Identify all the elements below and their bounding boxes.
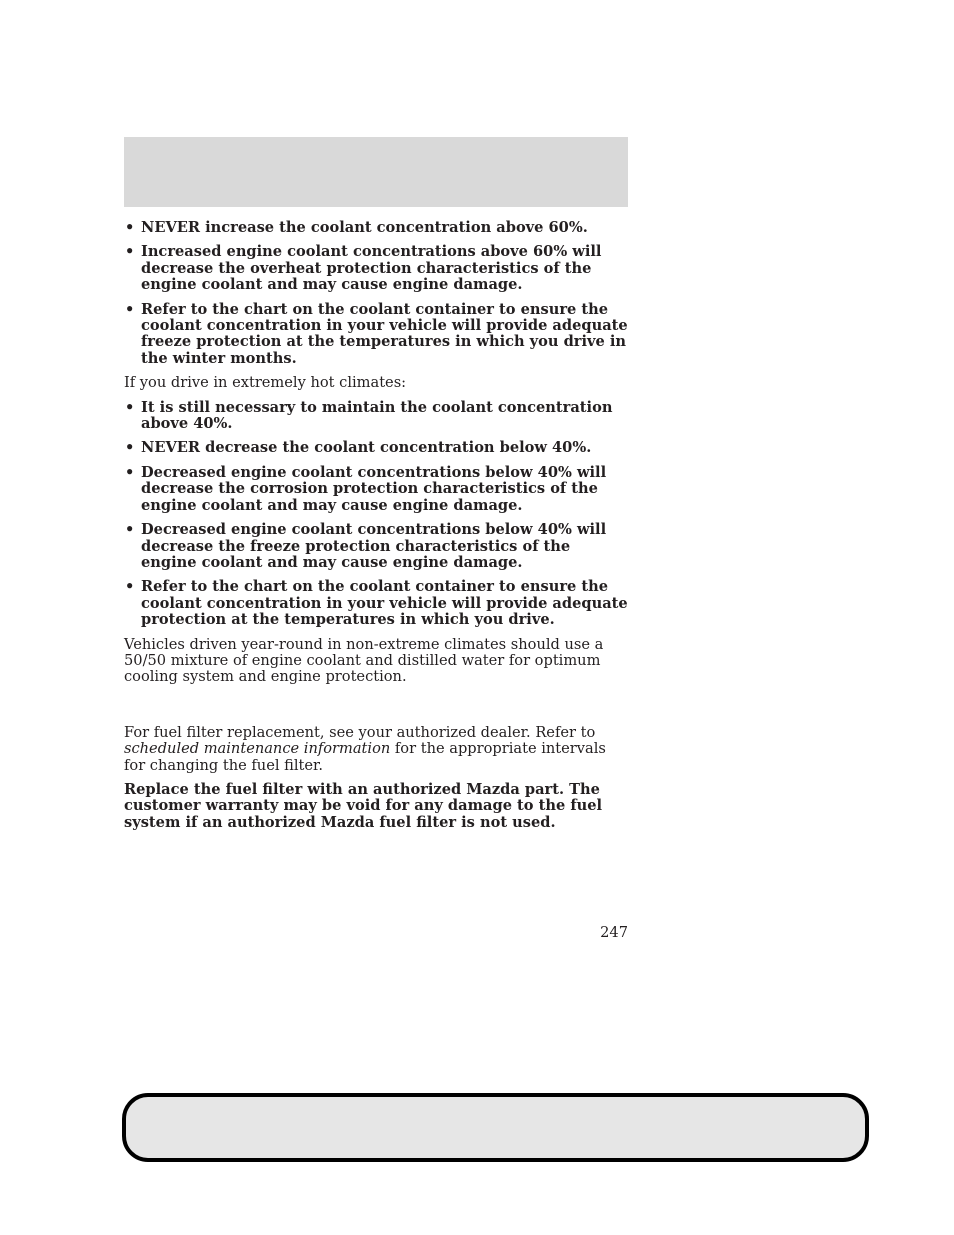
bullet-icon: • xyxy=(125,243,135,261)
page-number: 247 xyxy=(600,924,628,941)
scheduled-maintenance-reference: scheduled maintenance information xyxy=(124,740,391,758)
fuel-filter-intro xyxy=(124,725,630,774)
list-item xyxy=(124,579,630,628)
section-spacer xyxy=(124,694,630,725)
bullet-icon: • xyxy=(125,300,135,318)
list-item xyxy=(124,440,630,456)
list-item xyxy=(124,244,630,293)
bullet-icon: • xyxy=(125,463,135,481)
list-item xyxy=(124,220,630,236)
footer-tab xyxy=(122,1093,869,1162)
page-content xyxy=(124,220,630,839)
bullet-text: Decreased engine coolant concentrations below 40% will decrease the freeze protection characteristics of the engine coolant and may cause engine damage. xyxy=(141,521,607,571)
fuel-filter-warning: Replace the fuel filter with an authorized Mazda part. The customer warranty may be void for any damage to the fuel system if an authorized Mazda fuel filter is not used. xyxy=(124,780,603,831)
bullet-text: Refer to the chart on the coolant container to ensure the coolant concentration in your vehicle will provide adequate freeze protection at the temperatures in which you drive in the winter months. xyxy=(141,300,628,367)
fuel-filter-intro-start: For fuel filter replacement, see your authorized dealer. Refer to xyxy=(124,723,596,741)
coolant-min-bullets xyxy=(124,400,630,629)
list-item xyxy=(124,465,630,514)
bullet-icon: • xyxy=(125,398,135,416)
bullet-icon: • xyxy=(125,439,135,457)
bullet-text: NEVER decrease the coolant concentration below 40%. xyxy=(141,439,592,457)
year-round-paragraph: Vehicles driven year-round in non-extreme climates should use a 50/50 mixture of engine coolant and distilled water for optimum cooling system and engine protection. xyxy=(124,635,604,686)
list-item xyxy=(124,400,630,433)
bullet-icon: • xyxy=(125,521,135,539)
bullet-text: Decreased engine coolant concentrations below 40% will decrease the corrosion protection characteristics of the engine coolant and may cause engine damage. xyxy=(141,463,607,514)
list-item xyxy=(124,522,630,571)
header-band xyxy=(124,137,628,207)
list-item xyxy=(124,302,630,368)
hot-climates-intro: If you drive in extremely hot climates: xyxy=(124,374,407,392)
bullet-icon: • xyxy=(125,578,135,596)
bullet-text: It is still necessary to maintain the coolant concentration above 40%. xyxy=(141,398,613,433)
coolant-max-bullets xyxy=(124,220,630,367)
bullet-text: Refer to the chart on the coolant container to ensure the coolant concentration in your vehicle will provide adequate protection at the temperatures in which you drive. xyxy=(141,578,628,629)
bullet-text: NEVER increase the coolant concentration above 60%. xyxy=(141,219,588,236)
fuel-filter-intro-end: for the appropriate intervals for changing the fuel filter. xyxy=(124,740,606,774)
bullet-icon: • xyxy=(125,219,135,236)
bullet-text: Increased engine coolant concentrations above 60% will decrease the overheat protection characteristics of the engine coolant and may cause engine damage. xyxy=(141,243,602,294)
